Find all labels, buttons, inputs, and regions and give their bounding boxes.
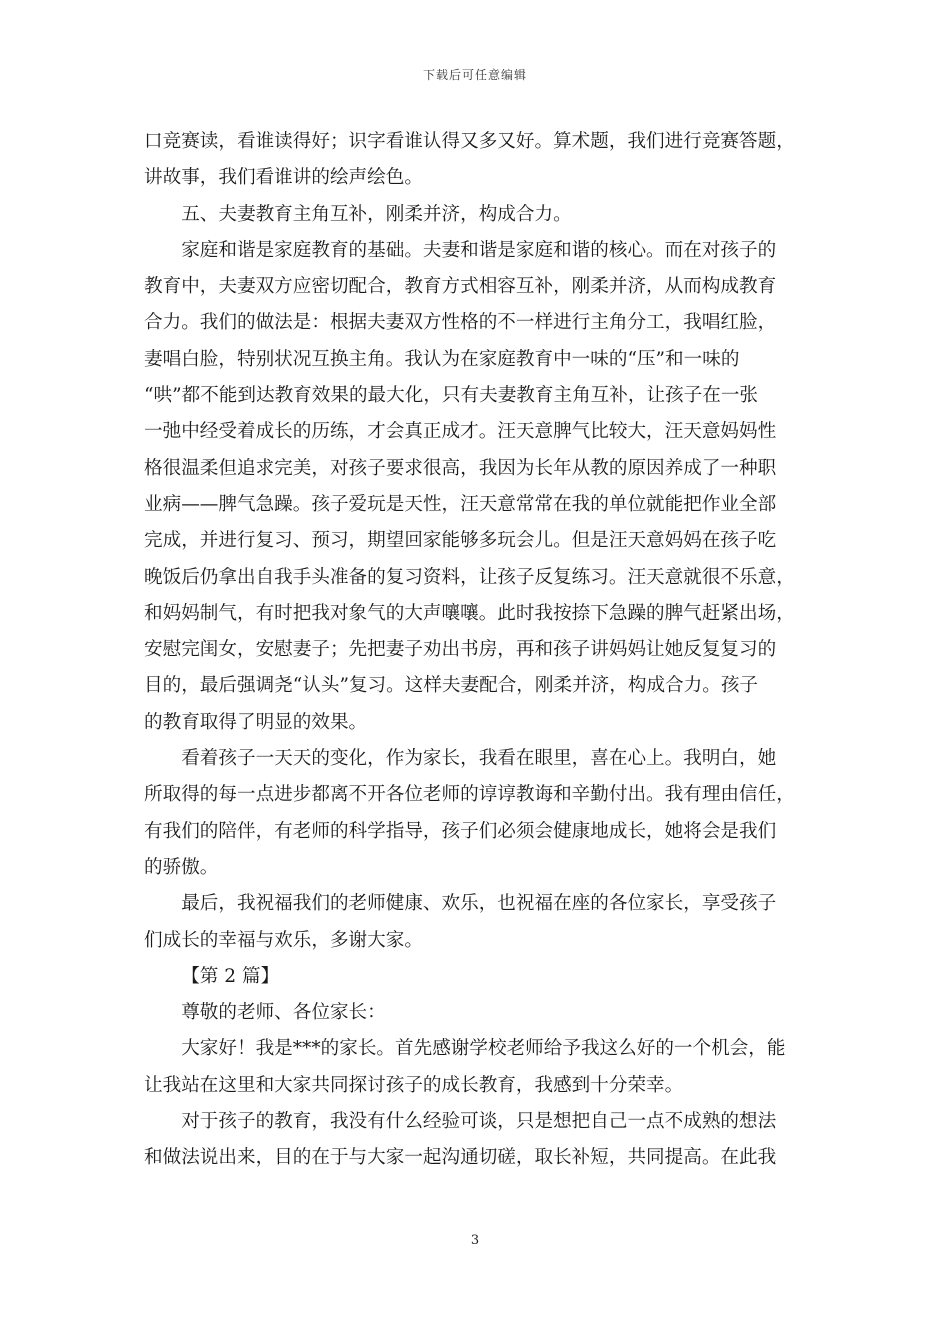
text-line: 最后，我祝福我们的老师健康、欢乐，也祝福在座的各位家长，享受孩子 xyxy=(181,893,777,915)
text-line: 晚饭后仍拿出自我手头准备的复习资料，让孩子反复练习。汪天意就很不乐意， xyxy=(144,566,795,588)
paragraph xyxy=(144,886,812,959)
text-line: 格很温柔但追求完美，对孩子要求很高，我因为长年从教的原因养成了一种职 xyxy=(144,457,777,479)
text-line: “哄”都不能到达教育效果的最大化，只有夫妻教育主角互补，让孩子在一张 xyxy=(144,385,759,407)
paragraph xyxy=(144,959,812,995)
paragraph xyxy=(144,233,812,741)
page-number: 3 xyxy=(470,1233,480,1248)
text-line: 教育中，夫妻双方应密切配合，教育方式相容互补，刚柔并济，从而构成教育 xyxy=(144,276,777,298)
text-line: 大家好！我是***的家长。首先感谢学校老师给予我这么好的一个机会，能 xyxy=(181,1038,786,1060)
document-body xyxy=(144,124,812,1177)
text-line: 一弛中经受着成长的历练，才会真正成才。汪天意脾气比较大，汪天意妈妈性 xyxy=(144,421,777,443)
text-line: 尊敬的老师、各位家长： xyxy=(181,1002,386,1024)
text-line: 看着孩子一天天的变化，作为家长，我看在眼里，喜在心上。我明白，她 xyxy=(181,748,777,770)
text-line: 妻唱白脸，特别状况互换主角。我认为在家庭教育中一味的“压”和一味的 xyxy=(144,348,740,370)
paragraph xyxy=(144,1031,812,1104)
text-line: 有我们的陪伴，有老师的科学指导，孩子们必须会健康地成长，她将会是我们 xyxy=(144,820,777,842)
text-line: 的教育取得了明显的效果。 xyxy=(144,711,368,733)
paragraph xyxy=(144,1104,812,1177)
text-line: 完成，并进行复习、预习，期望回家能够多玩会儿。但是汪天意妈妈在孩子吃 xyxy=(144,530,777,552)
text-line: 合力。我们的做法是：根据夫妻双方性格的不一样进行主角分工，我唱红脸， xyxy=(144,312,777,334)
text-line: 所取得的每一点进步都离不开各位老师的谆谆教诲和辛勤付出。我有理由信任， xyxy=(144,784,795,806)
text-line: 的骄傲。 xyxy=(144,856,219,878)
text-line: 们成长的幸福与欢乐，多谢大家。 xyxy=(144,929,423,951)
text-line: 家庭和谐是家庭教育的基础。夫妻和谐是家庭和谐的核心。而在对孩子的 xyxy=(181,239,777,261)
text-line: 让我站在这里和大家共同探讨孩子的成长教育，我感到十分荣幸。 xyxy=(144,1074,684,1096)
text-line: 和妈妈制气，有时把我对象气的大声嚷嚷。此时我按捺下急躁的脾气赶紧出场， xyxy=(144,602,795,624)
page-header: 下载后可任意编辑 xyxy=(422,68,527,82)
text-line: 对于孩子的教育，我没有什么经验可谈，只是想把自己一点不成熟的想法 xyxy=(181,1111,777,1133)
paragraph xyxy=(144,124,812,197)
text-line: 【第 2 篇】 xyxy=(181,965,280,987)
text-line: 五、夫妻教育主角互补，刚柔并济，构成合力。 xyxy=(181,203,572,225)
text-line: 和做法说出来，目的在于与大家一起沟通切磋，取长补短，共同提高。在此我 xyxy=(144,1147,777,1169)
paragraph xyxy=(144,995,812,1031)
text-line: 目的，最后强调尧“认头”复习。这样夫妻配合，刚柔并济，构成合力。孩子 xyxy=(144,675,759,697)
paragraph xyxy=(144,197,812,233)
text-line: 安慰完闺女，安慰妻子；先把妻子劝出书房，再和孩子讲妈妈让她反复复习的 xyxy=(144,639,777,661)
text-line: 讲故事，我们看谁讲的绘声绘色。 xyxy=(144,167,423,189)
paragraph xyxy=(144,741,812,886)
text-line: 业病——脾气急躁。孩子爱玩是天性，汪天意常常在我的单位就能把作业全部 xyxy=(144,493,777,515)
text-line: 口竞赛读，看谁读得好；识字看谁认得又多又好。算术题，我们进行竞赛答题， xyxy=(144,131,795,152)
